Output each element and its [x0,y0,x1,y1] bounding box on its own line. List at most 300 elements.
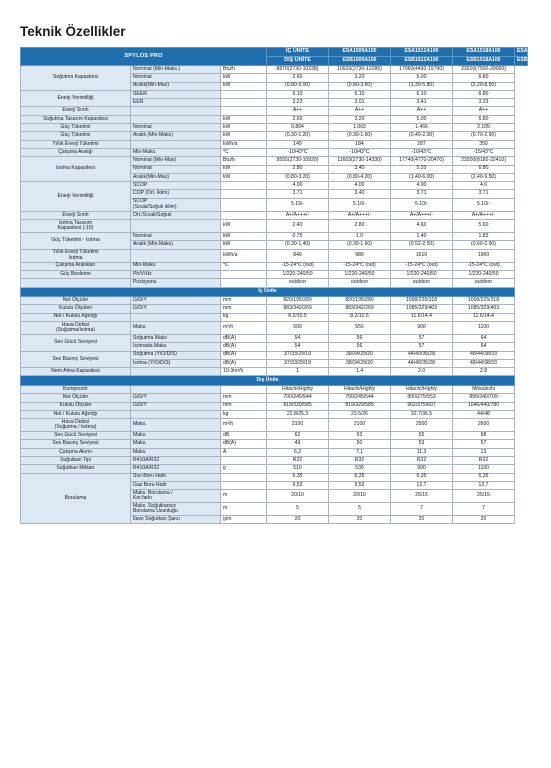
row-unit: A [221,448,267,456]
row-unit: kWh/a [221,140,267,148]
row-label: Ses Gücü Seviyesi [21,432,131,440]
value-cell: 883/342/269 [329,305,391,313]
row-sub-label [131,410,221,418]
value-cell: A++ [267,107,329,115]
value-cell: 56 [329,334,391,342]
value-cell: 510 [267,465,329,473]
value-cell: (2.40-9.50) [453,173,515,181]
row-unit [221,279,267,287]
table-row [21,220,528,233]
row-label: Hava Debisi (Soğutma/Isıtma) [21,321,131,334]
row-label: Kompresör [21,385,131,393]
outdoor-model: ESB1524A100 [515,57,528,66]
value-cell: -15-24°C (out) [329,262,391,270]
section-header-row [21,376,528,386]
value-cell: 64 [453,334,515,342]
outdoor-model: ESB1518A100 [453,57,515,66]
row-sub-label: Maks. [131,432,221,440]
value-cell: (0.40-2.00) [391,132,453,140]
value-cell: 57 [391,343,453,351]
indoor-model: ESA1509A100 [329,48,391,57]
row-unit: kg [221,410,267,418]
value-cell: 4.00 [391,182,453,190]
row-sub-label: G/D/Y [131,305,221,313]
value-cell: 1/220-240/50 [329,270,391,278]
value-cell: 13 [453,448,515,456]
table-row [21,351,528,359]
value-cell: 3.40 [329,190,391,198]
row-unit [221,90,267,98]
row-sub-label: SCOP (Sıcak/Soğuk iklim) [131,198,221,211]
value-cell: Hitachi/Highly [329,385,391,393]
value-cell: 3.23 [267,99,329,107]
value-cell: (1.30-5.80) [391,82,453,90]
value-cell: 68 [453,432,515,440]
row-unit: m [221,503,267,516]
table-row [21,233,528,241]
value-cell: 1.40 [391,233,453,241]
row-sub-label: Nominal [131,74,221,82]
spec-table-container [20,47,551,524]
row-label: Ses Basınç Seviyesi [21,440,131,448]
table-row [21,148,528,156]
value-cell: 1046/440/780 [453,402,515,410]
value-cell: 9,52 [329,481,391,489]
table-row [21,448,528,456]
value-cell: 3.41 [391,99,453,107]
value-cell: A++ [391,107,453,115]
value-cell: 2.8 [453,368,515,376]
value-cell: (0.30-1.20) [267,132,329,140]
outdoor-model: ESB1512A100 [391,57,453,66]
value-cell: 2.80 [329,220,391,233]
value-cell: -15-24°C (out) [391,262,453,270]
table-row [21,334,528,342]
value-cell: 20 [267,516,329,524]
row-label [21,279,131,287]
value-cell: 7 [391,503,453,516]
row-group-label: Isıtma Kapasitesi [21,157,131,182]
value-cell: 1.466 [391,124,453,132]
row-label: Net Ölçüler [21,394,131,402]
row-label: Güç Tüketimi [21,132,131,140]
value-cell: 6.10 [267,90,329,98]
value-cell: 3.71 [453,190,515,198]
value-cell: 350 [453,140,515,148]
table-row [21,321,528,334]
spec-table [20,47,551,524]
row-label: Soğutkan Tipi [21,456,131,464]
page-title: Teknik Özellikler [20,24,126,39]
value-cell: 53 [391,440,453,448]
value-cell: 550 [329,321,391,334]
row-label: Güç Tüketimi [21,124,131,132]
value-cell: outdoor [391,279,453,287]
value-cell: 25/15 [453,490,515,503]
value-cell: R32 [267,456,329,464]
value-cell: 17060(4430-19790) [391,66,453,74]
value-cell: (0.30-1.40) [267,241,329,249]
value-cell: 57 [453,440,515,448]
row-label: Güç Besleme [21,270,131,278]
value-cell: 820/195/280 [267,297,329,305]
value-cell: 6,2 [267,448,329,456]
row-label: Kutulu Ölçüleri [21,305,131,313]
value-cell: 49 [267,440,329,448]
value-cell: 6.80 [453,74,515,82]
table-row [21,182,528,190]
value-cell: 3.71 [267,190,329,198]
table-row [21,157,528,165]
value-cell: 20 [453,516,515,524]
row-label: Nem Alma Kapasitesi [21,368,131,376]
value-cell: outdoor [329,279,391,287]
row-unit: 10-3m³/h [221,368,267,376]
value-cell: 9,52 [267,481,329,489]
value-cell: 1100 [453,465,515,473]
value-cell: 5 [329,503,391,516]
row-unit [221,182,267,190]
value-cell: 1008/225/318 [391,297,453,305]
row-sub-label: Min-Maks. [131,148,221,156]
row-unit: dB(A) [221,359,267,367]
row-unit: kW [221,124,267,132]
table-row [21,249,528,262]
value-cell: 5.20 [391,165,453,173]
value-cell: 2.0 [391,368,453,376]
value-cell: 64 [453,343,515,351]
row-unit [221,456,267,464]
value-cell: 700/245/544 [267,394,329,402]
table-row [21,305,528,313]
table-row [21,394,528,402]
value-cell: 5.10/- [329,198,391,211]
value-cell: 54 [267,334,329,342]
row-unit: kWh/a [221,249,267,262]
value-cell: 5.60 [453,220,515,233]
value-cell: 2.80 [267,165,329,173]
value-cell: 2.60 [267,74,329,82]
row-sub-label [131,249,221,262]
value-cell: 48/44/38/33 [453,359,515,367]
row-sub-label: Ort./Sıcak/Soğuk [131,211,221,219]
row-unit: mm [221,297,267,305]
row-label: Net / Kutulu Ağırlığı [21,410,131,418]
row-group-label: Ses Gücü Seviyesi [21,334,131,351]
value-cell: A+/A+++/- [267,211,329,219]
value-cell: outdoor [267,279,329,287]
row-sub-label [131,140,221,148]
value-cell: 1 [267,368,329,376]
row-unit: mm [221,305,267,313]
row-sub-label: Maks. Borulama / Kot farkı [131,490,221,503]
section-title: İç Ünite [21,287,515,297]
row-unit: dB(A) [221,440,267,448]
row-sub-label: Sıvı Boru Hattı [131,473,221,481]
row-unit: dB [221,432,267,440]
row-sub-label [131,313,221,321]
value-cell: 32.7/36.5 [391,410,453,418]
value-cell: R32 [391,456,453,464]
row-unit [221,473,267,481]
section-header-row [21,287,528,297]
row-sub-label: Maks. [131,448,221,456]
row-unit [221,190,267,198]
outdoor-label: DIŞ ÜNİTE [267,57,329,66]
value-cell: 1008/225/318 [453,297,515,305]
row-unit: kW [221,82,267,90]
value-cell: (0.80-3.20) [267,173,329,181]
table-row [21,432,528,440]
row-label: Çalışma Aralığı [21,148,131,156]
row-sub-label [131,115,221,123]
row-unit [221,211,267,219]
brand-cell: SPYLOS PRO [21,48,267,66]
value-cell: 1960 [453,249,515,262]
value-cell: 5.10/- [391,198,453,211]
value-cell: 900 [391,465,453,473]
row-sub-label: COP (Ort. İklim) [131,190,221,198]
row-group-label: Enerji Verimliliği [21,90,131,107]
row-sub-label: SCOP [131,182,221,190]
value-cell: 37/33/29/19 [267,351,329,359]
value-cell: 44/48 [453,410,515,418]
row-sub-label: Nominal [131,124,221,132]
row-label: Net / Kutulu Ağırlığı [21,313,131,321]
row-unit: kW [221,220,267,233]
value-cell: Hitachi/Highly [391,385,453,393]
table-row [21,140,528,148]
row-unit: kW [221,173,267,181]
value-cell: 6,35 [453,473,515,481]
value-cell: 44/40/35/28 [391,351,453,359]
value-cell: 883/342/269 [267,305,329,313]
value-cell: 5.10/- [453,198,515,211]
row-label: Net Ölçüler [21,297,131,305]
value-cell: 820/195/280 [329,297,391,305]
row-sub-label: Maks. Soğutkansız Borulama Uzunluğu [131,503,221,516]
header-row-indoor [21,48,528,57]
value-cell: 6,35 [267,473,329,481]
row-sub-label: Maks. [131,419,221,432]
value-cell: Mitsubishi [453,385,515,393]
table-row [21,456,528,464]
value-cell: 530 [329,465,391,473]
value-cell: 11.6/14.4 [391,313,453,321]
value-cell: 1610 [391,249,453,262]
value-cell: A++ [453,107,515,115]
value-cell: -15/43°C [453,148,515,156]
value-cell: 6.80 [453,165,515,173]
row-label: Enerji Sınıfı [21,211,131,219]
value-cell: 12,7 [391,481,453,489]
value-cell: (2.20-8.50) [453,82,515,90]
row-sub-label: G/D/Y [131,394,221,402]
value-cell: 5.10/- [267,198,329,211]
value-cell: 62 [267,432,329,440]
value-cell: 1/220-240/50 [453,270,515,278]
value-cell: 38/34/29/20 [329,359,391,367]
value-cell: 4.60 [391,220,453,233]
value-cell: 0.804 [267,124,329,132]
value-cell: 700/245/544 [329,394,391,402]
value-cell: 3.40 [329,165,391,173]
table-row [21,419,528,432]
row-sub-label: Nominal [131,233,221,241]
row-sub-label: Pozisyonu [131,279,221,287]
row-sub-label: Aralık(Min-Max) [131,82,221,90]
row-unit: kg [221,313,267,321]
value-cell: 184 [329,140,391,148]
value-cell: 48/44/38/33 [453,351,515,359]
value-cell: 890/340/705 [453,394,515,402]
value-cell: 23200(8180-32410) [453,157,515,165]
row-unit: dB(A) [221,334,267,342]
row-sub-label: Isıtmada Maks. [131,343,221,351]
value-cell: 8.2/10.5 [267,313,329,321]
value-cell: Hitachi/Highly [267,385,329,393]
value-cell: 900 [391,321,453,334]
value-cell: R32 [329,456,391,464]
value-cell: 1085/329/403 [391,305,453,313]
row-sub-label: R410A/R32 [131,465,221,473]
value-cell: 980 [329,249,391,262]
value-cell: 5.00 [391,74,453,82]
value-cell: 5 [267,503,329,516]
row-sub-label: Aralık(Min-Max) [131,173,221,181]
value-cell: 63 [329,432,391,440]
value-cell: 23200(7500-29000) [453,66,515,74]
table-row [21,385,528,393]
value-cell: 65 [391,432,453,440]
value-cell: 25/15 [391,490,453,503]
value-cell: 17740(4770-20470) [391,157,453,165]
row-unit: m [221,490,267,503]
row-unit: m³/h [221,419,267,432]
value-cell: 3.71 [391,190,453,198]
row-unit: dB(A) [221,343,267,351]
value-cell: 1085/329/403 [453,305,515,313]
value-cell: 1/220-240/50 [267,270,329,278]
table-row [21,402,528,410]
row-group-label: Ses Basınç Seviyesi [21,351,131,368]
value-cell: 57 [391,334,453,342]
table-row [21,262,528,270]
value-cell: 44/40/35/28 [391,359,453,367]
value-cell: A++ [329,107,391,115]
value-cell: 37/33/29/19 [267,359,329,367]
row-unit: °C [221,148,267,156]
value-cell: 149 [267,140,329,148]
row-unit: mm [221,394,267,402]
value-cell: 10920(2730-12286) [329,66,391,74]
row-label: Yıllık Enerji Tüketimi Isıtma [21,249,131,262]
table-row [21,297,528,305]
row-label: Soğutma Tasarım Kapasitesi [21,115,131,123]
row-sub-label: Nominal (Min-Max) [131,157,221,165]
row-sub-label: Maks. [131,440,221,448]
value-cell: 6.80 [453,115,515,123]
value-cell: (0.30-1.60) [329,132,391,140]
value-cell: A+/A+++/- [329,211,391,219]
row-sub-label: İlave Soğutkan Şarzı [131,516,221,524]
row-sub-label: Ph/V/Hz [131,270,221,278]
value-cell: 1100 [453,321,515,334]
value-cell: -15-24°C (out) [267,262,329,270]
value-cell: 0.75 [267,233,329,241]
value-cell: 23.5/26 [329,410,391,418]
row-sub-label: R410A/R32 [131,456,221,464]
value-cell: 20 [391,516,453,524]
value-cell: R32 [453,456,515,464]
row-unit: kW [221,115,267,123]
value-cell: -15-24°C (out) [453,262,515,270]
table-row [21,473,528,481]
value-cell: 819/320/585 [267,402,329,410]
value-cell: 6.10 [391,90,453,98]
value-cell: 819/320/585 [329,402,391,410]
table-row [21,107,528,115]
value-cell: 7,1 [329,448,391,456]
row-unit: kW [221,74,267,82]
value-cell: 840 [267,249,329,262]
value-cell: (0.52-2.50) [391,241,453,249]
value-cell: 8.2/10.5 [329,313,391,321]
row-label: Isıtma Tasarım Kapasitesi (-10) [21,220,131,233]
row-sub-label: G/D/Y [131,297,221,305]
value-cell: (0.80-3.00) [267,82,329,90]
row-sub-label [131,385,221,393]
value-cell: 38/34/29/20 [329,351,391,359]
value-cell: 3.01 [329,99,391,107]
row-unit: °C [221,262,267,270]
row-unit: m³/h [221,321,267,334]
row-unit: kW [221,241,267,249]
value-cell: (0.80-4.20) [329,173,391,181]
row-sub-label: Nominal [131,165,221,173]
row-unit: kW [221,233,267,241]
value-cell: 9555(2730-10920) [267,157,329,165]
value-cell: 2500 [391,419,453,432]
row-unit: kW [221,132,267,140]
value-cell: 54 [267,343,329,351]
row-unit: kW [221,165,267,173]
value-cell: 3.20 [329,74,391,82]
row-unit [221,270,267,278]
row-unit: Btu/h [221,66,267,74]
table-row [21,410,528,418]
value-cell: (0.30-1.60) [329,241,391,249]
value-cell: 287 [391,140,453,148]
row-unit: dB(A) [221,351,267,359]
row-unit [221,107,267,115]
table-row [21,124,528,132]
value-cell: 4.00 [267,182,329,190]
table-row [21,313,528,321]
row-unit [221,481,267,489]
value-cell: 2100 [329,419,391,432]
value-cell: 2600 [453,419,515,432]
value-cell: 6,35 [329,473,391,481]
value-cell: 800/275/553 [391,394,453,402]
value-cell: 902/375/607 [391,402,453,410]
value-cell: (1.40-6.00) [391,173,453,181]
value-cell: 5.00 [391,115,453,123]
row-sub-label: Soğutma Maks [131,334,221,342]
table-row [21,279,528,287]
row-sub-label: Aralık (Min-Maks) [131,241,221,249]
value-cell: A+/A+++/- [391,211,453,219]
